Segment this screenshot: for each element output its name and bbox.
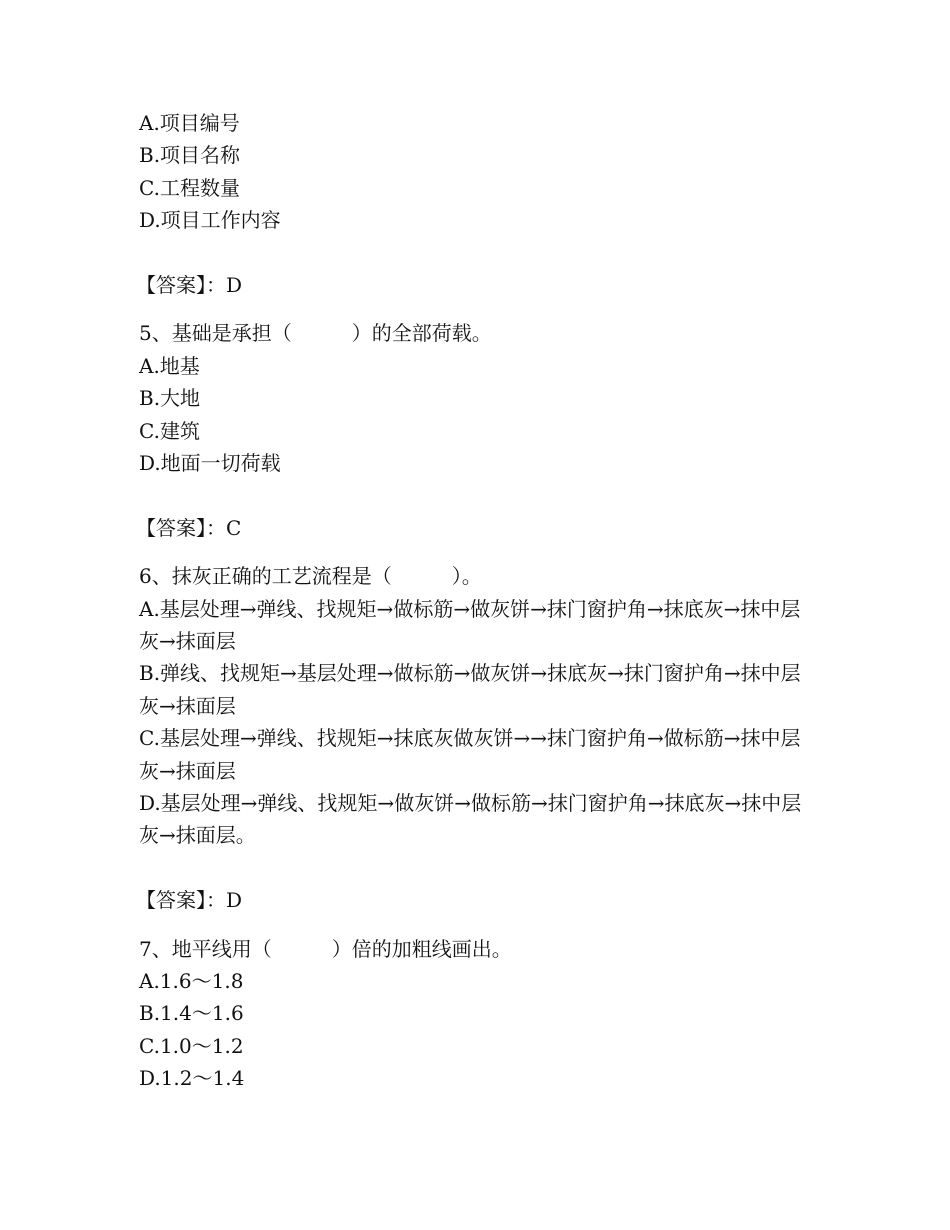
option-a: A.基层处理→弹线、找规矩→做标筋→做灰饼→抹门窗护角→抹底灰→抹中层灰→抹面层 — [139, 596, 801, 653]
question-text: 5、基础是承担（ ）的全部荷载。 — [139, 321, 492, 346]
question-block-5 — [136, 317, 819, 544]
option-d: D.项目工作内容 — [139, 208, 281, 233]
question-block-6 — [136, 560, 819, 916]
option-d: D.基层处理→弹线、找规矩→做灰饼→做标筋→抹门窗护角→抹底灰→抹中层灰→抹面层。 — [139, 790, 802, 848]
option-c: C.基层处理→弹线、找规矩→抹底灰做灰饼→→抹门窗护角→做标筋→抹中层灰→抹面层 — [139, 726, 801, 783]
option-c: C.工程数量 — [139, 175, 240, 200]
question-block-7 — [139, 933, 819, 1095]
option-d: D.地面一切荷载 — [139, 450, 281, 475]
answer-line: 【答案】：D — [136, 272, 243, 297]
question-list — [136, 107, 819, 1095]
option-b: B.1.4～1.6 — [139, 1001, 244, 1026]
answer-line: 【答案】：C — [136, 515, 242, 540]
option-a: A.项目编号 — [139, 111, 240, 135]
option-d: D.1.2～1.4 — [139, 1066, 245, 1091]
option-b: B.大地 — [139, 386, 201, 411]
option-c: C.建筑 — [139, 418, 200, 443]
question-block-4 — [136, 107, 819, 301]
option-a: A.1.6～1.8 — [139, 968, 244, 993]
question-text: 7、地平线用（ ）倍的加粗线画出。 — [139, 936, 512, 961]
option-b: B.项目名称 — [139, 143, 241, 168]
answer-line: 【答案】：D — [136, 888, 243, 913]
question-text: 6、抹灰正确的工艺流程是（ ）。 — [139, 564, 482, 589]
option-c: C.1.0～1.2 — [139, 1033, 244, 1058]
option-b: B.弹线、找规矩→基层处理→做标筋→做灰饼→抹底灰→抹门窗护角→抹中层灰→抹面层 — [139, 661, 801, 718]
option-a: A.地基 — [139, 353, 200, 378]
